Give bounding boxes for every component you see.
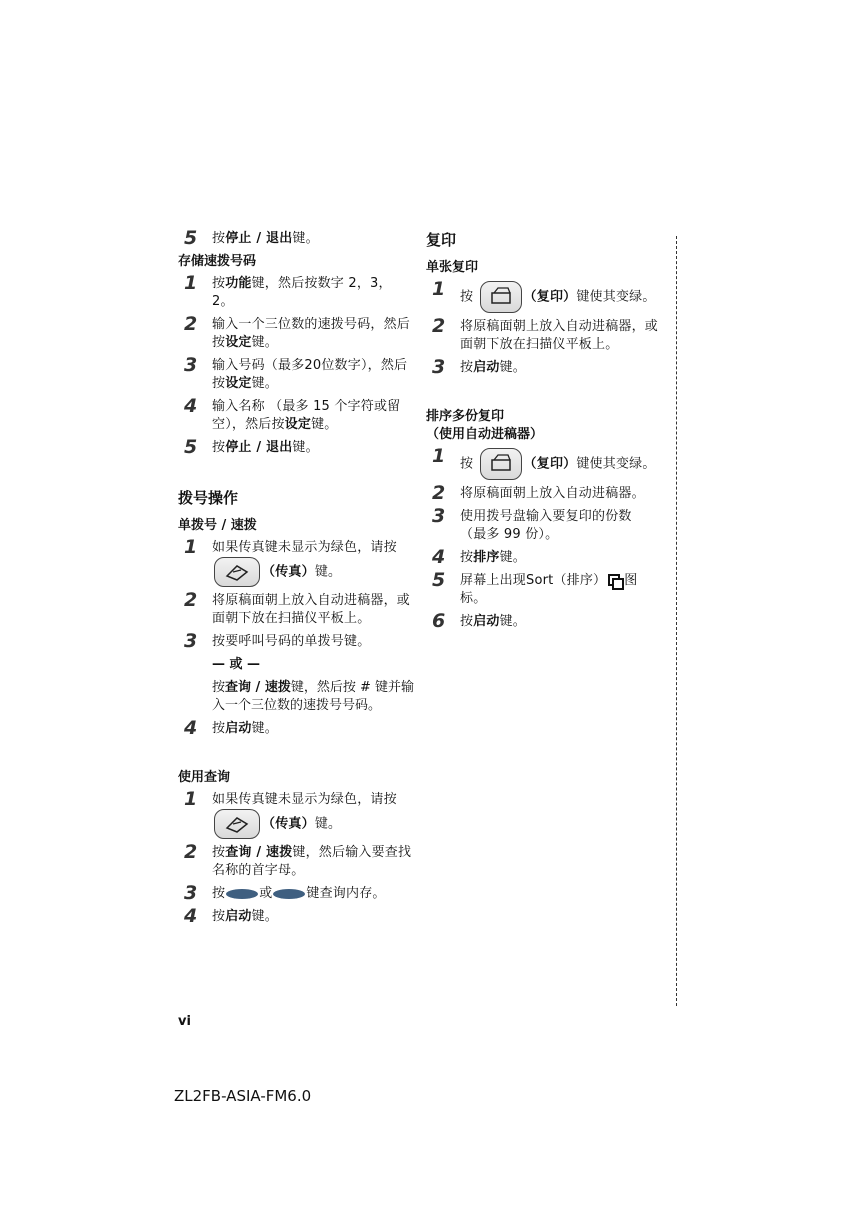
step <box>426 278 662 313</box>
step-text: 键使其变绿。 <box>576 289 656 305</box>
step-number: 3 <box>432 505 446 527</box>
step-text: 键。 <box>499 360 527 375</box>
step-text: 键。 <box>314 816 342 832</box>
step <box>178 905 414 927</box>
step-number: 3 <box>184 882 198 904</box>
or-text: — 或 — <box>212 657 261 672</box>
key-name: 功能 <box>225 276 252 291</box>
section-heading: 单张复印 <box>426 260 479 275</box>
key-name: 启动 <box>473 614 500 629</box>
step-text: 按 <box>460 550 474 565</box>
step-list <box>178 272 414 458</box>
step <box>426 482 662 504</box>
step-number: 2 <box>184 841 198 863</box>
step-number: 1 <box>184 272 198 294</box>
step <box>178 536 414 587</box>
step-text: 按 <box>460 614 474 629</box>
step-number: 2 <box>184 589 198 611</box>
step-text: 键，然后按数字 2，3， 2。 <box>212 276 392 309</box>
step-text: 键查询内存。 <box>306 886 386 901</box>
step-text: 将原稿面朝上放入自动进稿器，或面朝下放在扫描仪平板上。 <box>212 593 411 626</box>
step-text: 按 <box>460 289 474 305</box>
section-heading: 使用查询 <box>178 770 231 785</box>
section-heading: 存储速拨号码 <box>178 254 257 269</box>
step <box>426 445 662 480</box>
step-text: 输入一个三位数的速拨号码，然后按 <box>212 317 411 350</box>
key-name: 设定 <box>225 376 252 391</box>
step-text: 键，然后输入要查找名称的首字母。 <box>212 845 412 878</box>
step-text: 键。 <box>499 614 527 629</box>
cut-line <box>676 236 677 1006</box>
step <box>178 788 414 839</box>
step-number: 5 <box>432 569 446 591</box>
step-text: 屏幕上出现Sort（排序） <box>460 573 607 588</box>
step <box>178 841 414 880</box>
key-name: 设定 <box>284 417 312 432</box>
section-heading: 排序多份复印 <box>426 409 505 424</box>
step-number: 2 <box>184 313 198 335</box>
step <box>426 315 662 354</box>
step-number: 4 <box>184 905 198 927</box>
step-number: 5 <box>184 227 198 249</box>
step-text: 图标。 <box>460 573 638 606</box>
step <box>178 630 414 652</box>
or-separator <box>178 656 414 674</box>
step-number: 5 <box>184 436 198 458</box>
step-text: 使用拨号盘输入要复印的份数 （最多 99 份）。 <box>460 509 632 542</box>
fax-key-icon <box>214 557 260 587</box>
step <box>178 272 414 311</box>
key-name: （传真） <box>262 564 315 580</box>
left-arrow-key-icon <box>226 889 258 899</box>
step-number: 1 <box>432 278 446 300</box>
step-text: 输入名称 （最多 15 个字符或留空），然后按 <box>212 399 401 432</box>
key-name: 设定 <box>225 335 252 350</box>
step <box>426 546 662 568</box>
section-title: 复印 <box>426 231 457 249</box>
key-name: 启动 <box>225 721 252 736</box>
key-name: 停止 / 退出 <box>225 231 293 246</box>
step-text: 键。 <box>499 550 527 565</box>
copy-key-icon <box>480 448 522 480</box>
step-text: 如果传真键未显示为绿色，请按 <box>212 540 397 555</box>
fax-key-icon <box>214 809 260 839</box>
step <box>426 610 662 632</box>
step-text: 按 <box>212 886 226 901</box>
step-text: 按 <box>212 721 226 736</box>
step-number: 4 <box>184 717 198 739</box>
step-text: 键。 <box>311 417 338 432</box>
step-text: 键。 <box>251 721 279 736</box>
key-name: 启动 <box>225 909 252 924</box>
step <box>178 395 414 434</box>
step-number: 1 <box>432 445 446 467</box>
key-name: （传真） <box>262 816 315 832</box>
step-text: 键。 <box>292 231 319 246</box>
step <box>178 589 414 628</box>
step-number: 3 <box>184 354 198 376</box>
alt-step <box>178 679 414 715</box>
section-title: 拨号操作 <box>178 489 239 507</box>
right-column <box>426 230 662 636</box>
key-name: 查询 / 速拨 <box>225 680 291 695</box>
step-text: 键，然后按 # 键并输入一个三位数的速拨号号码。 <box>212 680 414 713</box>
key-name: （复印） <box>523 289 577 305</box>
step-number: 4 <box>432 546 446 568</box>
step-text: 按 <box>212 440 226 455</box>
step <box>178 313 414 352</box>
step-text: 键。 <box>251 335 279 350</box>
step-text: 按 <box>212 909 226 924</box>
step-text: 如果传真键未显示为绿色，请按 <box>212 792 397 807</box>
step-number: 2 <box>432 482 446 504</box>
step <box>178 436 414 458</box>
step-text: 将原稿面朝上放入自动进稿器，或面朝下放在扫描仪平板上。 <box>460 319 659 352</box>
step-text: 键。 <box>251 376 279 391</box>
step-text: 按 <box>212 680 226 695</box>
step-text: 输入号码（最多20位数字），然后按 <box>212 358 408 391</box>
sort-icon <box>608 574 622 588</box>
step-text: 按 <box>212 231 226 246</box>
step <box>426 356 662 378</box>
step-text: 键。 <box>314 564 342 580</box>
copy-key-icon <box>480 281 522 313</box>
key-name: 停止 / 退出 <box>225 440 293 455</box>
key-name: 排序 <box>473 550 500 565</box>
left-column <box>178 227 414 931</box>
step <box>426 569 662 608</box>
key-name: （复印） <box>523 456 577 472</box>
step <box>178 882 414 904</box>
section-heading: 单拨号 / 速拨 <box>178 518 257 533</box>
right-arrow-key-icon <box>273 889 305 899</box>
step-number: 1 <box>184 788 198 810</box>
step <box>178 227 414 249</box>
key-name: 查询 / 速拨 <box>225 845 293 860</box>
step-text: 将原稿面朝上放入自动进稿器。 <box>460 486 645 501</box>
step-number: 1 <box>184 536 198 558</box>
page-number: vi <box>178 1014 191 1029</box>
step-text: 按 <box>460 456 474 472</box>
step-text: 键。 <box>292 440 319 455</box>
step-number: 3 <box>184 630 198 652</box>
key-name: 启动 <box>473 360 500 375</box>
step-text: 键。 <box>251 909 279 924</box>
section-heading: （使用自动进稿器） <box>426 427 544 442</box>
step-text: 按要呼叫号码的单拨号键。 <box>212 634 371 649</box>
step <box>178 717 414 739</box>
step <box>178 354 414 393</box>
step-text: 键使其变绿。 <box>576 456 656 472</box>
step-text: 按 <box>212 845 226 860</box>
step-text: 按 <box>460 360 474 375</box>
step-number: 3 <box>432 356 446 378</box>
step-text: 或 <box>259 886 273 901</box>
step-number: 2 <box>432 315 446 337</box>
document-code: ZL2FB-ASIA-FM6.0 <box>174 1087 312 1105</box>
step-text: 按 <box>212 276 226 291</box>
step-number: 6 <box>432 610 446 632</box>
step-number: 4 <box>184 395 198 417</box>
step <box>426 505 662 544</box>
